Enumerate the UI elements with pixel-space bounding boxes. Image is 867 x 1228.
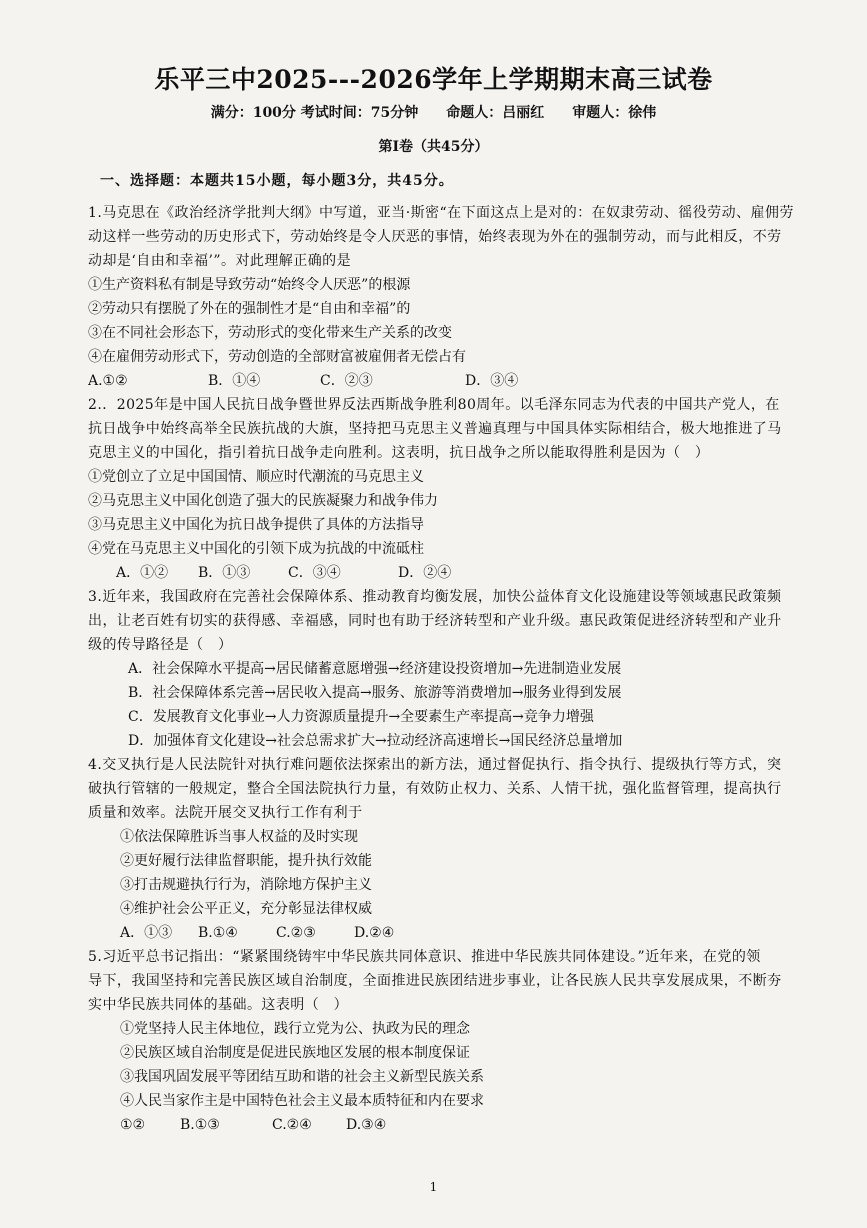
option-b: B．①④ — [208, 373, 261, 389]
question-4 — [88, 753, 802, 945]
answer-options — [88, 921, 802, 945]
statement-item: ④人民当家作主是中国特色社会主义最本质特征和内在要求 — [120, 1093, 484, 1109]
statement-item: ④党在马克思主义中国化的引领下成为抗战的中流砥柱 — [88, 541, 424, 557]
statement-item: ③打击规避执行行为，消除地方保护主义 — [120, 877, 372, 893]
question-stem-line: 克思主义的中国化，指引着抗日战争走向胜利。这表明，抗日战争之所以能取得胜利是因为（ ） — [88, 445, 710, 461]
option-d: D.③④ — [346, 1117, 387, 1133]
answer-option-c: C．发展教育文化事业→人力资源质量提升→全要素生产率提高→竞争力增强 — [128, 709, 594, 725]
answer-option-a: A．社会保障水平提高→居民储蓄意愿增强→经济建设投资增加→先进制造业发展 — [128, 661, 622, 677]
question-stem-line: 出，让老百姓有切实的获得感、幸福感，同时也有助于经济转型和产业升级。惠民政策促进经济转型和产业升 — [88, 613, 782, 629]
question-3 — [88, 585, 802, 753]
option-c: C.②④ — [272, 1117, 312, 1133]
statement-item: ③马克思主义中国化为抗日战争提供了具体的方法指导 — [88, 517, 424, 533]
statement-item: ①党创立了立足中国国情、顺应时代潮流的马克思主义 — [88, 469, 424, 485]
question-stem-line: 1.马克思在《政治经济学批判大纲》中写道，亚当·斯密“在下面这点上是对的：在奴隶劳动、徭役劳动、雇佣劳 — [88, 205, 794, 221]
option-d: D．③④ — [465, 373, 519, 389]
answer-option-b: B．社会保障体系完善→居民收入提高→服务、旅游等消费增加→服务业得到发展 — [128, 685, 622, 701]
statement-item: ③我国巩固发展平等团结互助和谐的社会主义新型民族关系 — [120, 1069, 484, 1085]
question-stem-line: 3.近年来，我国政府在完善社会保障体系、推动教育均衡发展，加快公益体育文化设施建设等领域惠民政策频 — [88, 589, 782, 605]
option-c: C．③④ — [288, 565, 341, 581]
statement-item: ③在不同社会形态下，劳动形式的变化带来生产关系的改变 — [88, 325, 452, 341]
option-d: D．②④ — [398, 565, 452, 581]
instructions: 一、选择题：本题共15小题，每小题3分，共45分。 — [100, 173, 454, 189]
question-stem-line: 2.．2025年是中国人民抗日战争暨世界反法西斯战争胜利80周年。以毛泽东同志为代表的中国共产党人，在 — [88, 397, 780, 413]
statement-item: ②劳动只有摆脱了外在的强制性才是“自由和幸福”的 — [88, 301, 411, 317]
answer-options — [88, 369, 802, 393]
question-stem-line: 抗日战争中始终高举全民族抗战的大旗，坚持把马克思主义普遍真理与中国具体实际相结合，极大地推进了马 — [88, 421, 782, 437]
statement-item: ②马克思主义中国化创造了强大的民族凝聚力和战争伟力 — [88, 493, 438, 509]
page-number: 1 — [429, 1180, 438, 1194]
option-c: C.②③ — [276, 925, 316, 941]
option-b: B.①④ — [198, 925, 238, 941]
statement-item: ②民族区域自治制度是促进民族地区发展的根本制度保证 — [120, 1045, 470, 1061]
statement-item: ①生产资料私有制是导致劳动“始终令人厌恶”的根源 — [88, 277, 411, 293]
question-5 — [88, 945, 802, 1137]
option-d: D.②④ — [354, 925, 395, 941]
question-stem-line: 导下，我国坚持和完善民族区域自治制度，全面推进民族团结进步事业，让各民族人民共享发展成果，不断夯 — [88, 973, 782, 989]
question-stem-line: 级的传导路径是（ ） — [88, 637, 233, 653]
statement-item: ②更好履行法律监督职能，提升执行效能 — [120, 853, 372, 869]
answer-options — [88, 561, 802, 585]
answer-option-d: D．加强体育文化建设→社会总需求扩大→拉动经济高速增长→国民经济总量增加 — [128, 733, 623, 749]
question-stem-line: 实中华民族共同体的基础。这表明（ ） — [88, 997, 349, 1013]
option-a: A.①② — [88, 373, 128, 389]
questions-container — [88, 201, 802, 1137]
option-b: B.①③ — [180, 1117, 220, 1133]
section-heading: 第Ⅰ卷（共45分） — [378, 139, 489, 155]
statement-item: ①党坚持人民主体地位，践行立党为公、执政为民的理念 — [120, 1021, 470, 1037]
question-stem-line: 质量和效率。法院开展交叉执行工作有利于 — [88, 805, 363, 821]
exam-title: 乐平三中2025---2026学年上学期期末高三试卷 — [154, 65, 713, 94]
option-a: ①② — [120, 1117, 146, 1133]
option-c: C．②③ — [320, 373, 373, 389]
option-b: B．①③ — [198, 565, 251, 581]
question-stem-line: 破执行管辖的一般规定，整合全国法院执行力量，有效防止权力、关系、人情干扰，强化监督管理，提高执行 — [88, 781, 782, 797]
question-stem-line: 动却是‘自由和幸福’”。对此理解正确的是 — [88, 253, 352, 269]
question-1 — [88, 201, 802, 393]
option-a: A．①③ — [120, 925, 173, 941]
statement-item: ①依法保障胜诉当事人权益的及时实现 — [120, 829, 358, 845]
exam-meta: 满分：100分 考试时间：75分钟 命题人：吕丽红 审题人：徐伟 — [210, 105, 657, 121]
question-2 — [88, 393, 802, 585]
question-stem-line: 5.习近平总书记指出：“紧紧围绕铸牢中华民族共同体意识、推进中华民族共同体建设。”近年来，在党的领 — [88, 949, 761, 965]
option-a: A．①② — [116, 565, 169, 581]
statement-item: ④在雇佣劳动形式下，劳动创造的全部财富被雇佣者无偿占有 — [88, 349, 466, 365]
answer-options — [88, 1113, 802, 1137]
statement-item: ④维护社会公平正义，充分彰显法律权威 — [120, 901, 372, 917]
question-stem-line: 动这样一些劳动的历史形式下，劳动始终是令人厌恶的事情，始终表现为外在的强制劳动，而与此相反，不劳 — [88, 229, 782, 245]
question-stem-line: 4.交叉执行是人民法院针对执行难问题依法探索出的新方法，通过督促执行、指令执行、提级执行等方式，突 — [88, 757, 782, 773]
